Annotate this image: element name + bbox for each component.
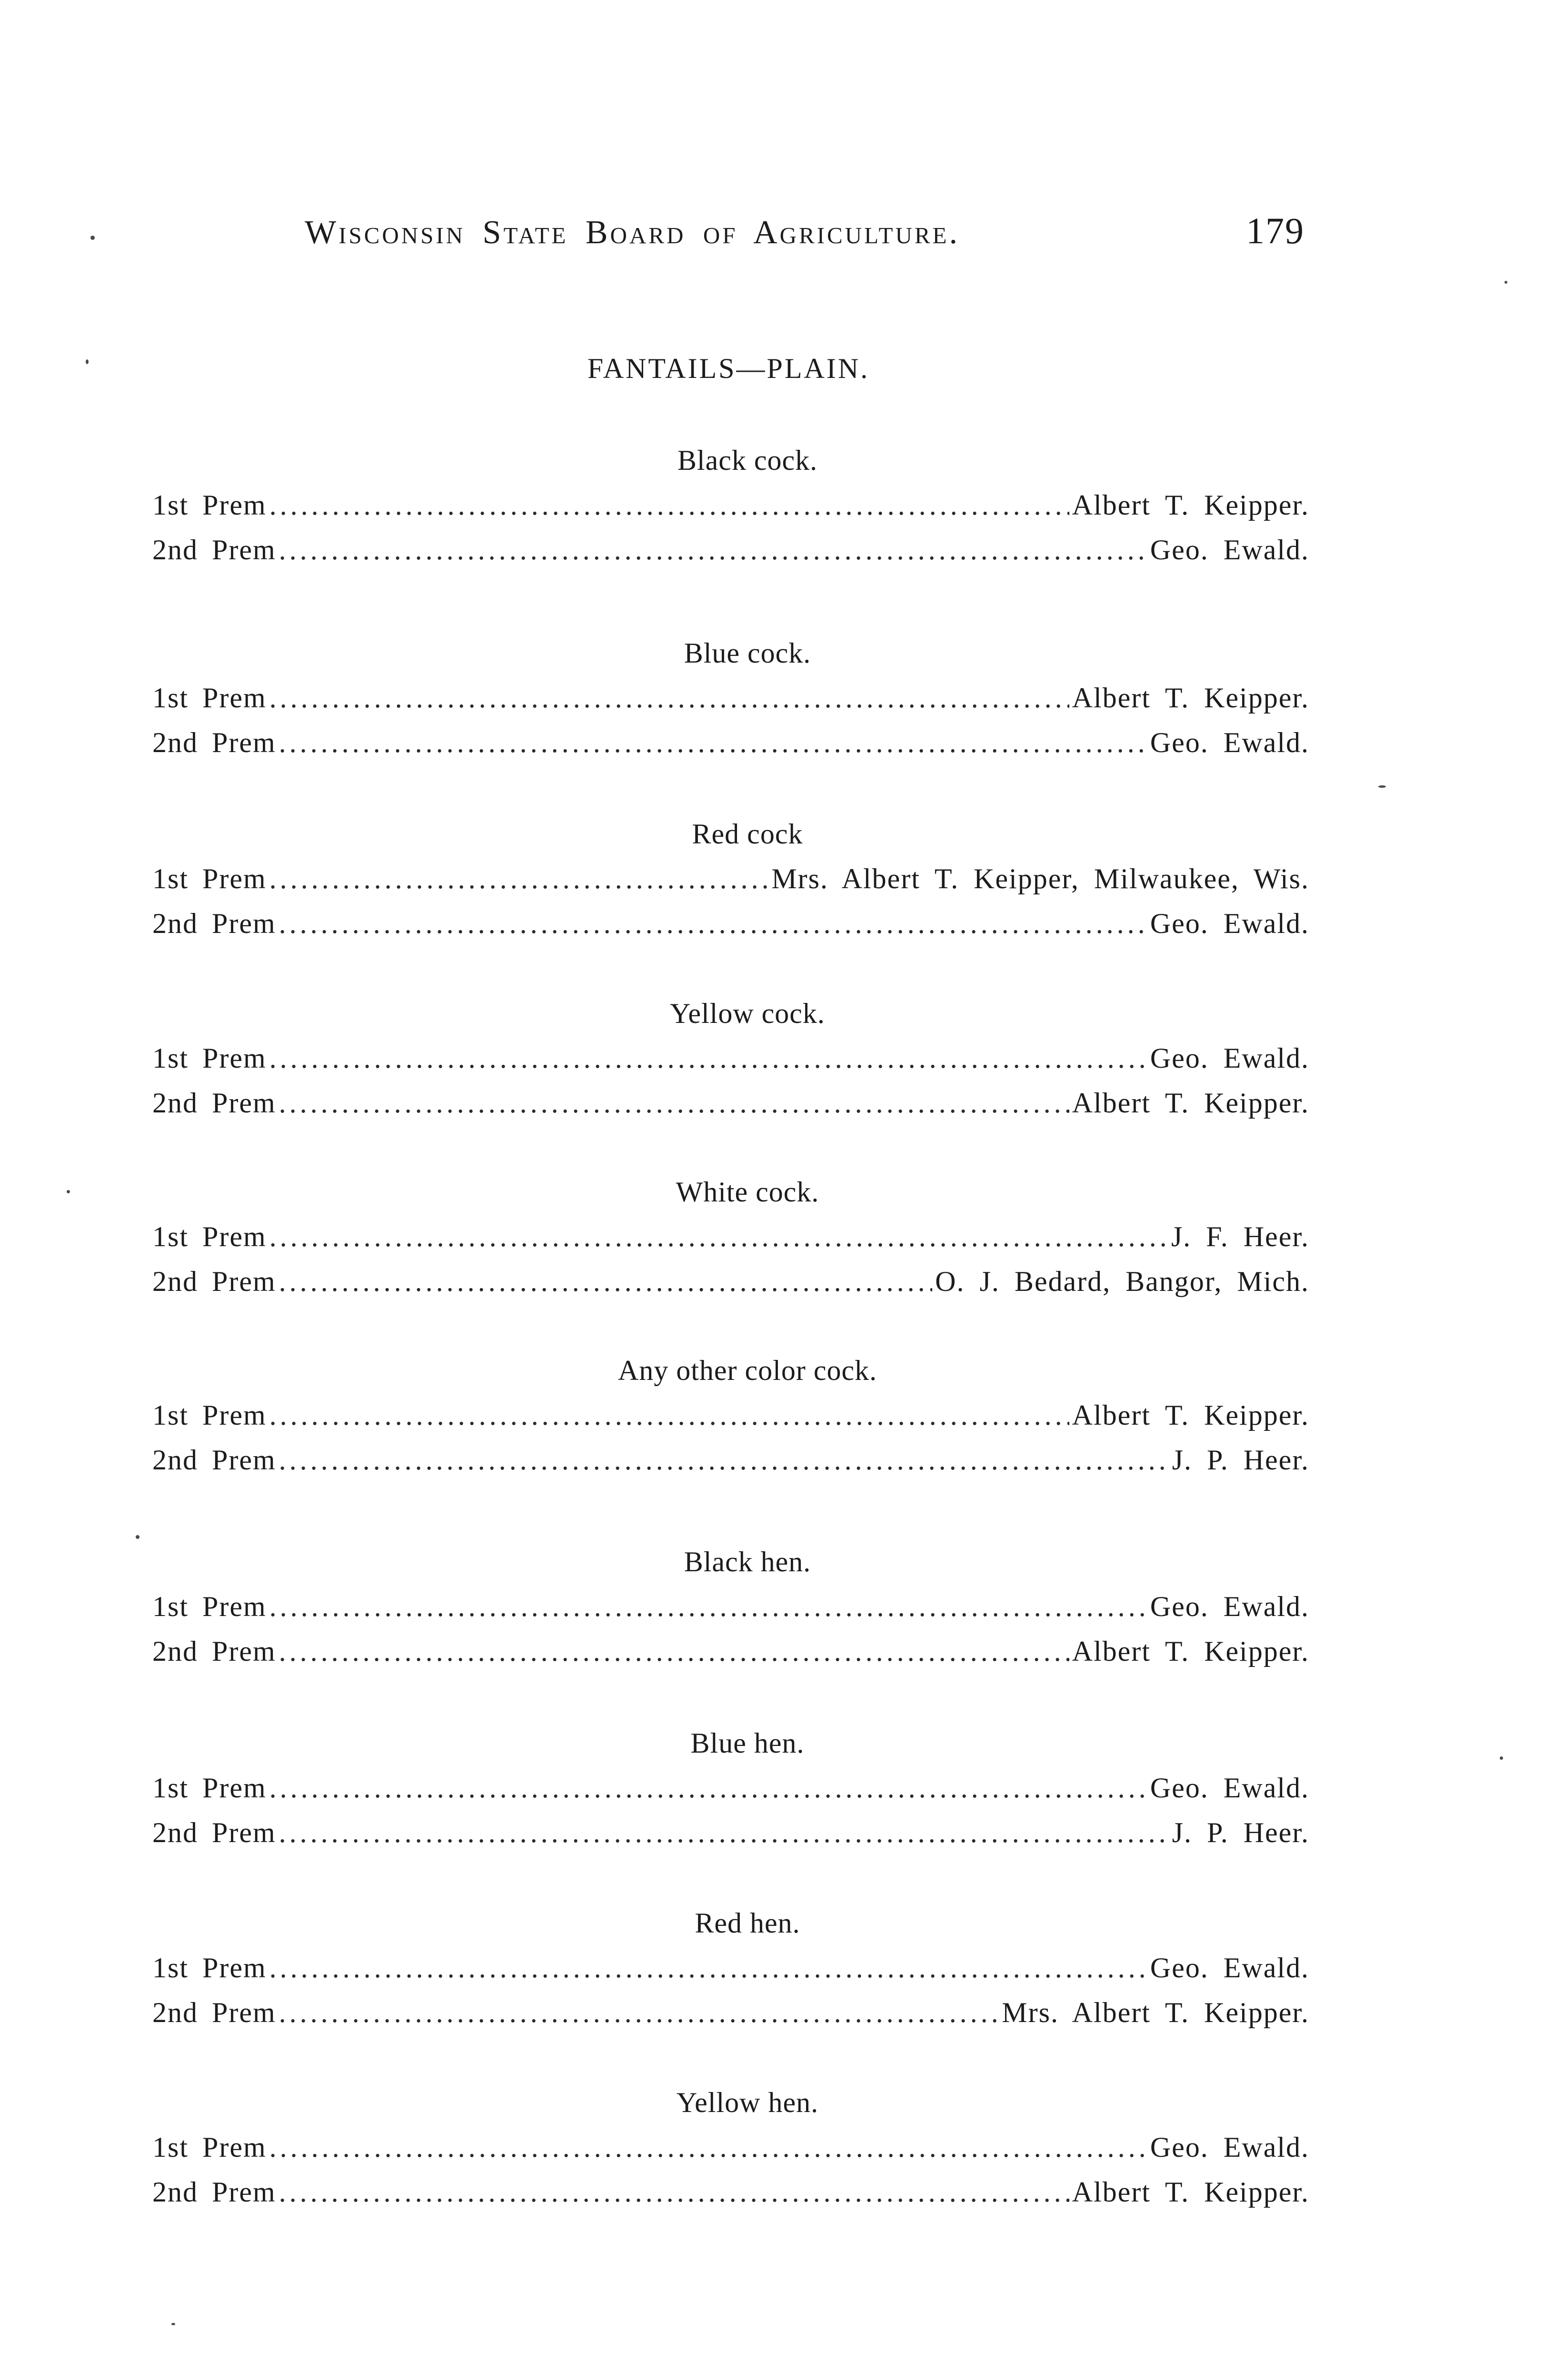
- award-place: 1st Prem: [152, 1042, 267, 1074]
- category-title: White cock.: [676, 1176, 819, 1208]
- award-row: [152, 856, 1309, 901]
- dot-leader: [269, 1036, 1147, 1081]
- scan-speck: [1500, 1756, 1503, 1760]
- award-place: 2nd Prem: [152, 1817, 276, 1848]
- award-row: [152, 720, 1309, 765]
- award-row: [152, 2125, 1309, 2170]
- scan-speck: [86, 359, 89, 364]
- category-blue-hen: [152, 1721, 1309, 1855]
- award-row: [152, 2170, 1309, 2214]
- dot-leader: [279, 527, 1147, 572]
- category-title: Yellow cock.: [670, 998, 825, 1029]
- award-winner: Mrs. Albert T. Keipper.: [1002, 1997, 1309, 2028]
- category-title: Blue hen.: [690, 1727, 805, 1759]
- award-winner: Albert T. Keipper.: [1072, 1636, 1309, 1667]
- award-winner: Albert T. Keipper.: [1072, 489, 1309, 521]
- award-row: [152, 1214, 1309, 1259]
- award-winner: Geo. Ewald.: [1150, 1772, 1309, 1804]
- dot-leader: [279, 720, 1147, 765]
- category-black-cock: [152, 438, 1309, 572]
- award-place: 1st Prem: [152, 2132, 267, 2163]
- award-winner: Mrs. Albert T. Keipper, Milwaukee, Wis.: [771, 863, 1309, 894]
- category-white-cock: [152, 1170, 1309, 1304]
- award-winner: Geo. Ewald.: [1150, 1591, 1309, 1622]
- dot-leader: [279, 1629, 1069, 1674]
- award-place: 1st Prem: [152, 1952, 267, 1983]
- award-winner: J. P. Heer.: [1172, 1444, 1309, 1476]
- dot-leader: [279, 1259, 933, 1304]
- scan-speck: [136, 1535, 139, 1539]
- award-place: 2nd Prem: [152, 1636, 276, 1667]
- category-title: Red cock: [692, 818, 803, 850]
- dot-leader: [269, 483, 1069, 527]
- award-row: [152, 483, 1309, 527]
- category-title: Yellow hen.: [676, 2087, 819, 2118]
- dot-leader: [269, 675, 1069, 720]
- running-title: Wisconsin State Board of Agriculture.: [305, 214, 960, 251]
- award-place: 2nd Prem: [152, 2176, 276, 2208]
- category-title: Red hen.: [695, 1907, 800, 1939]
- award-row: [152, 1081, 1309, 1125]
- award-place: 2nd Prem: [152, 908, 276, 939]
- dot-leader: [279, 2170, 1069, 2214]
- award-place: 2nd Prem: [152, 1997, 276, 2028]
- award-place: 1st Prem: [152, 1221, 267, 1252]
- dot-leader: [279, 901, 1147, 946]
- award-row: [152, 1036, 1309, 1081]
- scan-speck: [1378, 785, 1386, 788]
- award-row: [152, 1765, 1309, 1810]
- award-winner: Albert T. Keipper.: [1072, 682, 1309, 714]
- category-title: Blue cock.: [684, 637, 811, 669]
- dot-leader: [279, 1810, 1169, 1855]
- dot-leader: [269, 1393, 1069, 1438]
- award-row: [152, 527, 1309, 572]
- category-title: Black hen.: [684, 1546, 811, 1577]
- page-number: 179: [1246, 210, 1305, 251]
- award-row: [152, 1629, 1309, 1674]
- award-place: 1st Prem: [152, 1399, 267, 1431]
- award-place: 2nd Prem: [152, 1266, 276, 1297]
- scan-speck: [90, 236, 95, 240]
- award-winner: Albert T. Keipper.: [1072, 2176, 1309, 2208]
- category-title: Any other color cock.: [618, 1355, 877, 1386]
- dot-leader: [269, 1765, 1147, 1810]
- award-winner: Geo. Ewald.: [1150, 1952, 1309, 1983]
- award-winner: Geo. Ewald.: [1150, 727, 1309, 758]
- category-yellow-cock: [152, 991, 1309, 1125]
- award-place: 2nd Prem: [152, 1444, 276, 1476]
- dot-leader: [279, 1438, 1169, 1482]
- award-place: 1st Prem: [152, 1772, 267, 1804]
- dot-leader: [279, 1081, 1069, 1125]
- award-winner: Geo. Ewald.: [1150, 908, 1309, 939]
- award-winner: O. J. Bedard, Bangor, Mich.: [935, 1266, 1309, 1297]
- award-place: 1st Prem: [152, 863, 267, 894]
- page-header: [305, 209, 1305, 267]
- award-place: 2nd Prem: [152, 727, 276, 758]
- award-winner: Albert T. Keipper.: [1072, 1087, 1309, 1119]
- category-title: Black cock.: [677, 445, 818, 476]
- dot-leader: [279, 1990, 999, 2035]
- award-row: [152, 1393, 1309, 1438]
- scan-speck: [67, 1190, 70, 1193]
- dot-leader: [269, 2125, 1147, 2170]
- award-place: 1st Prem: [152, 1591, 267, 1622]
- dot-leader: [269, 1214, 1168, 1259]
- award-place: 2nd Prem: [152, 534, 276, 565]
- category-any-other-color-cock: [152, 1348, 1309, 1482]
- award-place: 1st Prem: [152, 682, 267, 714]
- category-red-cock: [152, 812, 1309, 946]
- award-winner: Geo. Ewald.: [1150, 2132, 1309, 2163]
- category-yellow-hen: [152, 2080, 1309, 2214]
- dot-leader: [269, 1945, 1147, 1990]
- award-winner: Albert T. Keipper.: [1072, 1399, 1309, 1431]
- category-red-hen: [152, 1901, 1309, 2035]
- award-winner: J. P. Heer.: [1172, 1817, 1309, 1848]
- award-place: 1st Prem: [152, 489, 267, 521]
- dot-leader: [269, 1584, 1147, 1629]
- award-winner: Geo. Ewald.: [1150, 534, 1309, 565]
- scan-speck: [171, 2323, 175, 2325]
- category-black-hen: [152, 1539, 1309, 1674]
- award-winner: J. F. Heer.: [1171, 1221, 1309, 1252]
- category-blue-cock: [152, 631, 1309, 765]
- award-place: 2nd Prem: [152, 1087, 276, 1119]
- award-row: [152, 1584, 1309, 1629]
- award-row: [152, 1438, 1309, 1482]
- scan-speck: [1504, 281, 1507, 284]
- award-row: [152, 1810, 1309, 1855]
- award-row: [152, 1945, 1309, 1990]
- award-row: [152, 901, 1309, 946]
- award-row: [152, 675, 1309, 720]
- award-winner: Geo. Ewald.: [1150, 1042, 1309, 1074]
- award-row: [152, 1990, 1309, 2035]
- dot-leader: [269, 856, 769, 901]
- section-title: FANTAILS—PLAIN.: [587, 353, 870, 384]
- award-row: [152, 1259, 1309, 1304]
